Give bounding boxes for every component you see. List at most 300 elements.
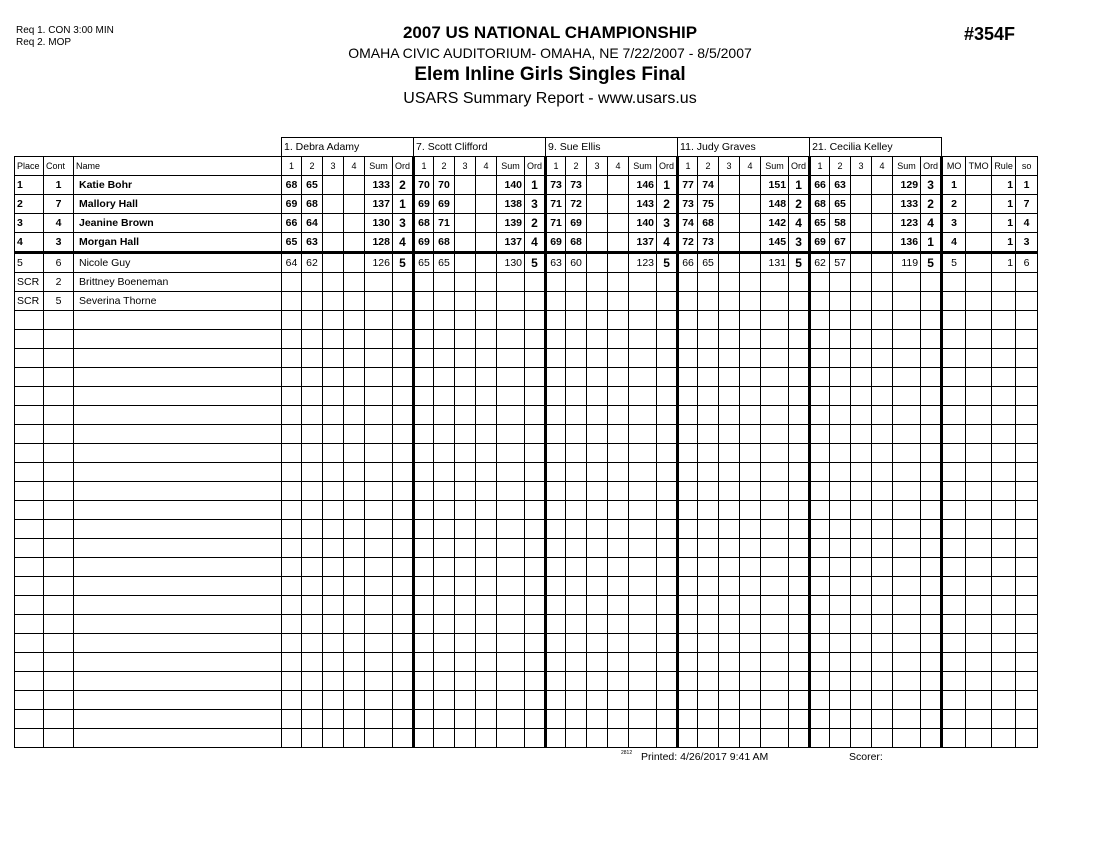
score-cell xyxy=(587,273,608,292)
empty-cell xyxy=(740,368,761,387)
empty-cell xyxy=(872,577,893,596)
empty-cell xyxy=(942,672,966,691)
empty-cell xyxy=(810,520,830,539)
ordinal-cell: 5 xyxy=(657,253,678,273)
empty-cell xyxy=(455,596,476,615)
empty-cell xyxy=(393,444,414,463)
ordinal-cell: 1 xyxy=(657,176,678,195)
empty-cell xyxy=(365,710,393,729)
cont-cell: 2 xyxy=(44,273,74,292)
empty-cell xyxy=(657,501,678,520)
score-cell: 68 xyxy=(566,233,587,253)
empty-cell xyxy=(587,463,608,482)
empty-cell xyxy=(44,330,74,349)
empty-cell xyxy=(629,387,657,406)
empty-cell xyxy=(282,710,302,729)
empty-cell xyxy=(434,596,455,615)
empty-cell xyxy=(992,558,1016,577)
empty-cell xyxy=(740,425,761,444)
empty-cell xyxy=(740,501,761,520)
empty-cell xyxy=(629,501,657,520)
ordinal-cell: 4 xyxy=(525,233,546,253)
empty-cell xyxy=(414,520,434,539)
empty-cell xyxy=(525,710,546,729)
empty-cell xyxy=(678,482,698,501)
skater-name: Jeanine Brown xyxy=(74,214,282,233)
score-cell: 71 xyxy=(546,214,566,233)
empty-cell xyxy=(414,463,434,482)
empty-cell xyxy=(323,653,344,672)
score-cell: 68 xyxy=(434,233,455,253)
empty-cell xyxy=(587,387,608,406)
empty-cell xyxy=(476,558,497,577)
empty-cell xyxy=(455,463,476,482)
empty-cell xyxy=(302,672,323,691)
sum-cell: 123 xyxy=(893,214,921,233)
ordinal-cell: 2 xyxy=(657,195,678,214)
empty-cell xyxy=(344,577,365,596)
empty-row xyxy=(15,520,1038,539)
empty-cell xyxy=(476,311,497,330)
empty-cell xyxy=(789,482,810,501)
empty-cell xyxy=(851,653,872,672)
empty-cell xyxy=(629,311,657,330)
empty-cell xyxy=(608,501,629,520)
empty-cell xyxy=(476,349,497,368)
empty-cell xyxy=(476,577,497,596)
score-cell: 72 xyxy=(678,233,698,253)
empty-cell xyxy=(761,634,789,653)
empty-cell xyxy=(476,653,497,672)
rule-cell: 1 xyxy=(992,176,1016,195)
empty-cell xyxy=(761,577,789,596)
empty-cell xyxy=(872,634,893,653)
empty-cell xyxy=(393,425,414,444)
empty-cell xyxy=(525,463,546,482)
empty-cell xyxy=(525,539,546,558)
empty-cell xyxy=(740,577,761,596)
ordinal-cell: 4 xyxy=(393,233,414,253)
empty-cell xyxy=(393,710,414,729)
empty-cell xyxy=(719,311,740,330)
empty-cell xyxy=(921,463,942,482)
empty-cell xyxy=(678,311,698,330)
empty-cell xyxy=(608,406,629,425)
empty-cell xyxy=(15,596,44,615)
empty-cell xyxy=(992,691,1016,710)
empty-cell xyxy=(414,710,434,729)
header-judge-4-1: 1 xyxy=(678,157,698,176)
ordinal-cell: 5 xyxy=(789,253,810,273)
empty-cell xyxy=(302,311,323,330)
empty-cell xyxy=(476,596,497,615)
empty-cell xyxy=(566,406,587,425)
score-cell: 66 xyxy=(810,176,830,195)
empty-cell xyxy=(365,368,393,387)
empty-cell xyxy=(719,482,740,501)
empty-cell xyxy=(587,577,608,596)
ordinal-cell: 1 xyxy=(921,233,942,253)
empty-cell xyxy=(476,615,497,634)
empty-cell xyxy=(893,482,921,501)
empty-cell xyxy=(455,501,476,520)
score-cell: 70 xyxy=(434,176,455,195)
empty-cell xyxy=(302,387,323,406)
empty-cell xyxy=(323,444,344,463)
empty-cell xyxy=(921,387,942,406)
empty-cell xyxy=(323,330,344,349)
score-cell xyxy=(455,195,476,214)
empty-cell xyxy=(566,615,587,634)
ordinal-cell: 4 xyxy=(789,214,810,233)
empty-cell xyxy=(657,710,678,729)
empty-cell xyxy=(323,501,344,520)
empty-cell xyxy=(74,501,282,520)
empty-cell xyxy=(546,368,566,387)
empty-cell xyxy=(525,558,546,577)
empty-cell xyxy=(698,406,719,425)
empty-cell xyxy=(872,501,893,520)
ordinal-cell: 3 xyxy=(525,195,546,214)
empty-cell xyxy=(761,729,789,748)
empty-cell xyxy=(44,577,74,596)
empty-cell xyxy=(942,615,966,634)
skater-name: Brittney Boeneman xyxy=(74,273,282,292)
empty-cell xyxy=(893,577,921,596)
score-cell xyxy=(740,292,761,311)
empty-cell xyxy=(698,444,719,463)
empty-cell xyxy=(789,729,810,748)
empty-cell xyxy=(476,425,497,444)
header-judge-4-sum: Sum xyxy=(761,157,789,176)
empty-cell xyxy=(942,577,966,596)
empty-cell xyxy=(992,368,1016,387)
empty-cell xyxy=(525,311,546,330)
score-cell: 77 xyxy=(678,176,698,195)
empty-cell xyxy=(657,539,678,558)
empty-cell xyxy=(323,520,344,539)
empty-cell xyxy=(1016,425,1038,444)
empty-cell xyxy=(872,729,893,748)
empty-cell xyxy=(365,539,393,558)
empty-cell xyxy=(608,710,629,729)
sum-cell xyxy=(893,273,921,292)
skater-row xyxy=(15,253,1038,273)
empty-cell xyxy=(455,558,476,577)
empty-cell xyxy=(966,634,992,653)
empty-cell xyxy=(740,710,761,729)
empty-cell xyxy=(434,444,455,463)
empty-cell xyxy=(393,387,414,406)
empty-cell xyxy=(830,596,851,615)
empty-cell xyxy=(323,311,344,330)
mo-cell: 1 xyxy=(942,176,966,195)
score-cell xyxy=(344,214,365,233)
score-cell: 68 xyxy=(810,195,830,214)
sum-cell: 138 xyxy=(497,195,525,214)
score-cell xyxy=(608,214,629,233)
empty-cell xyxy=(657,330,678,349)
empty-cell xyxy=(497,653,525,672)
ordinal-cell xyxy=(393,273,414,292)
empty-cell xyxy=(15,729,44,748)
empty-cell xyxy=(497,425,525,444)
score-cell xyxy=(872,176,893,195)
empty-cell xyxy=(629,710,657,729)
empty-cell xyxy=(344,691,365,710)
empty-cell xyxy=(15,444,44,463)
empty-cell xyxy=(414,444,434,463)
skater-name: Nicole Guy xyxy=(74,253,282,273)
score-cell xyxy=(740,195,761,214)
empty-cell xyxy=(992,577,1016,596)
empty-cell xyxy=(719,349,740,368)
empty-row xyxy=(15,634,1038,653)
empty-row xyxy=(15,691,1038,710)
score-cell xyxy=(608,273,629,292)
empty-cell xyxy=(282,368,302,387)
score-cell: 69 xyxy=(566,214,587,233)
empty-cell xyxy=(657,425,678,444)
empty-cell xyxy=(1016,368,1038,387)
empty-cell xyxy=(15,634,44,653)
ordinal-cell: 3 xyxy=(789,233,810,253)
empty-cell xyxy=(698,729,719,748)
score-cell: 69 xyxy=(282,195,302,214)
empty-cell xyxy=(810,368,830,387)
empty-cell xyxy=(629,444,657,463)
empty-cell xyxy=(302,520,323,539)
empty-cell xyxy=(966,539,992,558)
empty-cell xyxy=(44,729,74,748)
empty-cell xyxy=(810,425,830,444)
score-cell xyxy=(282,273,302,292)
empty-cell xyxy=(893,710,921,729)
event-number: #354F xyxy=(964,24,1016,44)
header-judge-3-ord: Ord xyxy=(657,157,678,176)
empty-cell xyxy=(851,330,872,349)
empty-cell xyxy=(282,406,302,425)
score-cell: 65 xyxy=(282,233,302,253)
score-cell xyxy=(740,233,761,253)
empty-cell xyxy=(851,634,872,653)
score-cell: 65 xyxy=(698,253,719,273)
empty-cell xyxy=(698,539,719,558)
empty-cell xyxy=(992,330,1016,349)
score-cell: 74 xyxy=(678,214,698,233)
empty-cell xyxy=(566,520,587,539)
empty-cell xyxy=(74,368,282,387)
empty-cell xyxy=(698,710,719,729)
empty-cell xyxy=(1016,406,1038,425)
empty-cell xyxy=(629,729,657,748)
empty-cell xyxy=(546,425,566,444)
score-cell xyxy=(344,292,365,311)
empty-cell xyxy=(302,463,323,482)
empty-row xyxy=(15,501,1038,520)
empty-cell xyxy=(546,406,566,425)
empty-cell xyxy=(966,330,992,349)
empty-cell xyxy=(44,387,74,406)
empty-cell xyxy=(942,539,966,558)
mo-cell xyxy=(942,273,966,292)
empty-cell xyxy=(810,501,830,520)
empty-row xyxy=(15,311,1038,330)
so-cell xyxy=(1016,292,1038,311)
empty-cell xyxy=(282,615,302,634)
empty-cell xyxy=(1016,672,1038,691)
score-cell xyxy=(587,176,608,195)
empty-cell xyxy=(719,672,740,691)
empty-row xyxy=(15,653,1038,672)
empty-cell xyxy=(893,596,921,615)
score-cell xyxy=(455,233,476,253)
empty-cell xyxy=(414,387,434,406)
empty-cell xyxy=(761,672,789,691)
empty-cell xyxy=(434,425,455,444)
sum-cell: 133 xyxy=(893,195,921,214)
empty-cell xyxy=(525,520,546,539)
score-cell xyxy=(830,292,851,311)
empty-cell xyxy=(302,596,323,615)
cont-cell: 1 xyxy=(44,176,74,195)
empty-cell xyxy=(698,672,719,691)
empty-cell xyxy=(810,311,830,330)
ordinal-cell: 1 xyxy=(525,176,546,195)
empty-row xyxy=(15,425,1038,444)
header-judge-5-3: 3 xyxy=(851,157,872,176)
empty-cell xyxy=(851,672,872,691)
empty-cell xyxy=(698,463,719,482)
column-header-row xyxy=(15,157,1038,176)
empty-cell xyxy=(344,368,365,387)
empty-cell xyxy=(608,463,629,482)
ordinal-cell xyxy=(525,273,546,292)
empty-cell xyxy=(608,349,629,368)
empty-cell xyxy=(566,330,587,349)
empty-cell xyxy=(698,311,719,330)
empty-cell xyxy=(365,596,393,615)
empty-cell xyxy=(393,729,414,748)
empty-cell xyxy=(525,596,546,615)
empty-cell xyxy=(476,482,497,501)
empty-cell xyxy=(497,672,525,691)
empty-cell xyxy=(455,330,476,349)
empty-cell xyxy=(393,330,414,349)
header-judge-3-1: 1 xyxy=(546,157,566,176)
empty-cell xyxy=(455,634,476,653)
skater-name: Mallory Hall xyxy=(74,195,282,214)
empty-cell xyxy=(740,349,761,368)
sum-cell xyxy=(761,273,789,292)
event-title: Elem Inline Girls Singles Final xyxy=(414,64,686,85)
empty-cell xyxy=(566,691,587,710)
empty-row xyxy=(15,672,1038,691)
empty-cell xyxy=(678,463,698,482)
empty-cell xyxy=(497,349,525,368)
empty-cell xyxy=(629,615,657,634)
empty-cell xyxy=(414,691,434,710)
empty-cell xyxy=(455,653,476,672)
empty-cell xyxy=(525,615,546,634)
ordinal-cell: 3 xyxy=(393,214,414,233)
empty-cell xyxy=(525,368,546,387)
score-cell xyxy=(414,273,434,292)
empty-cell xyxy=(44,501,74,520)
score-cell xyxy=(872,195,893,214)
empty-cell xyxy=(455,539,476,558)
empty-cell xyxy=(323,387,344,406)
empty-cell xyxy=(698,653,719,672)
empty-cell xyxy=(546,311,566,330)
empty-cell xyxy=(476,501,497,520)
empty-cell xyxy=(1016,596,1038,615)
score-cell xyxy=(344,253,365,273)
empty-cell xyxy=(414,349,434,368)
score-cell xyxy=(608,195,629,214)
empty-cell xyxy=(608,691,629,710)
empty-cell xyxy=(789,539,810,558)
score-cell: 68 xyxy=(698,214,719,233)
empty-cell xyxy=(497,729,525,748)
score-cell xyxy=(719,176,740,195)
empty-cell xyxy=(966,672,992,691)
empty-cell xyxy=(740,634,761,653)
empty-cell xyxy=(587,634,608,653)
empty-cell xyxy=(657,596,678,615)
empty-cell xyxy=(921,691,942,710)
judge-name: 7. Scott Clifford xyxy=(414,138,546,157)
header-judge-5-2: 2 xyxy=(830,157,851,176)
so-cell: 6 xyxy=(1016,253,1038,273)
empty-cell xyxy=(525,406,546,425)
empty-cell xyxy=(872,330,893,349)
empty-cell xyxy=(15,330,44,349)
empty-cell xyxy=(525,577,546,596)
judge-name: 21. Cecilia Kelley xyxy=(810,138,942,157)
empty-cell xyxy=(302,368,323,387)
empty-cell xyxy=(761,482,789,501)
header-judge-3-4: 4 xyxy=(608,157,629,176)
empty-cell xyxy=(921,653,942,672)
empty-cell xyxy=(719,615,740,634)
empty-cell xyxy=(587,330,608,349)
empty-cell xyxy=(587,691,608,710)
empty-cell xyxy=(414,653,434,672)
empty-cell xyxy=(719,425,740,444)
empty-cell xyxy=(761,349,789,368)
score-cell xyxy=(740,253,761,273)
empty-cell xyxy=(992,501,1016,520)
empty-cell xyxy=(789,672,810,691)
header-judge-2-3: 3 xyxy=(455,157,476,176)
empty-cell xyxy=(566,710,587,729)
empty-cell xyxy=(657,311,678,330)
empty-cell xyxy=(414,368,434,387)
empty-cell xyxy=(740,330,761,349)
empty-cell xyxy=(851,520,872,539)
empty-cell xyxy=(942,558,966,577)
empty-cell xyxy=(789,634,810,653)
so-cell: 7 xyxy=(1016,195,1038,214)
empty-cell xyxy=(323,691,344,710)
empty-cell xyxy=(434,406,455,425)
sum-cell: 131 xyxy=(761,253,789,273)
empty-cell xyxy=(678,520,698,539)
score-cell xyxy=(608,292,629,311)
empty-cell xyxy=(587,520,608,539)
empty-cell xyxy=(476,729,497,748)
